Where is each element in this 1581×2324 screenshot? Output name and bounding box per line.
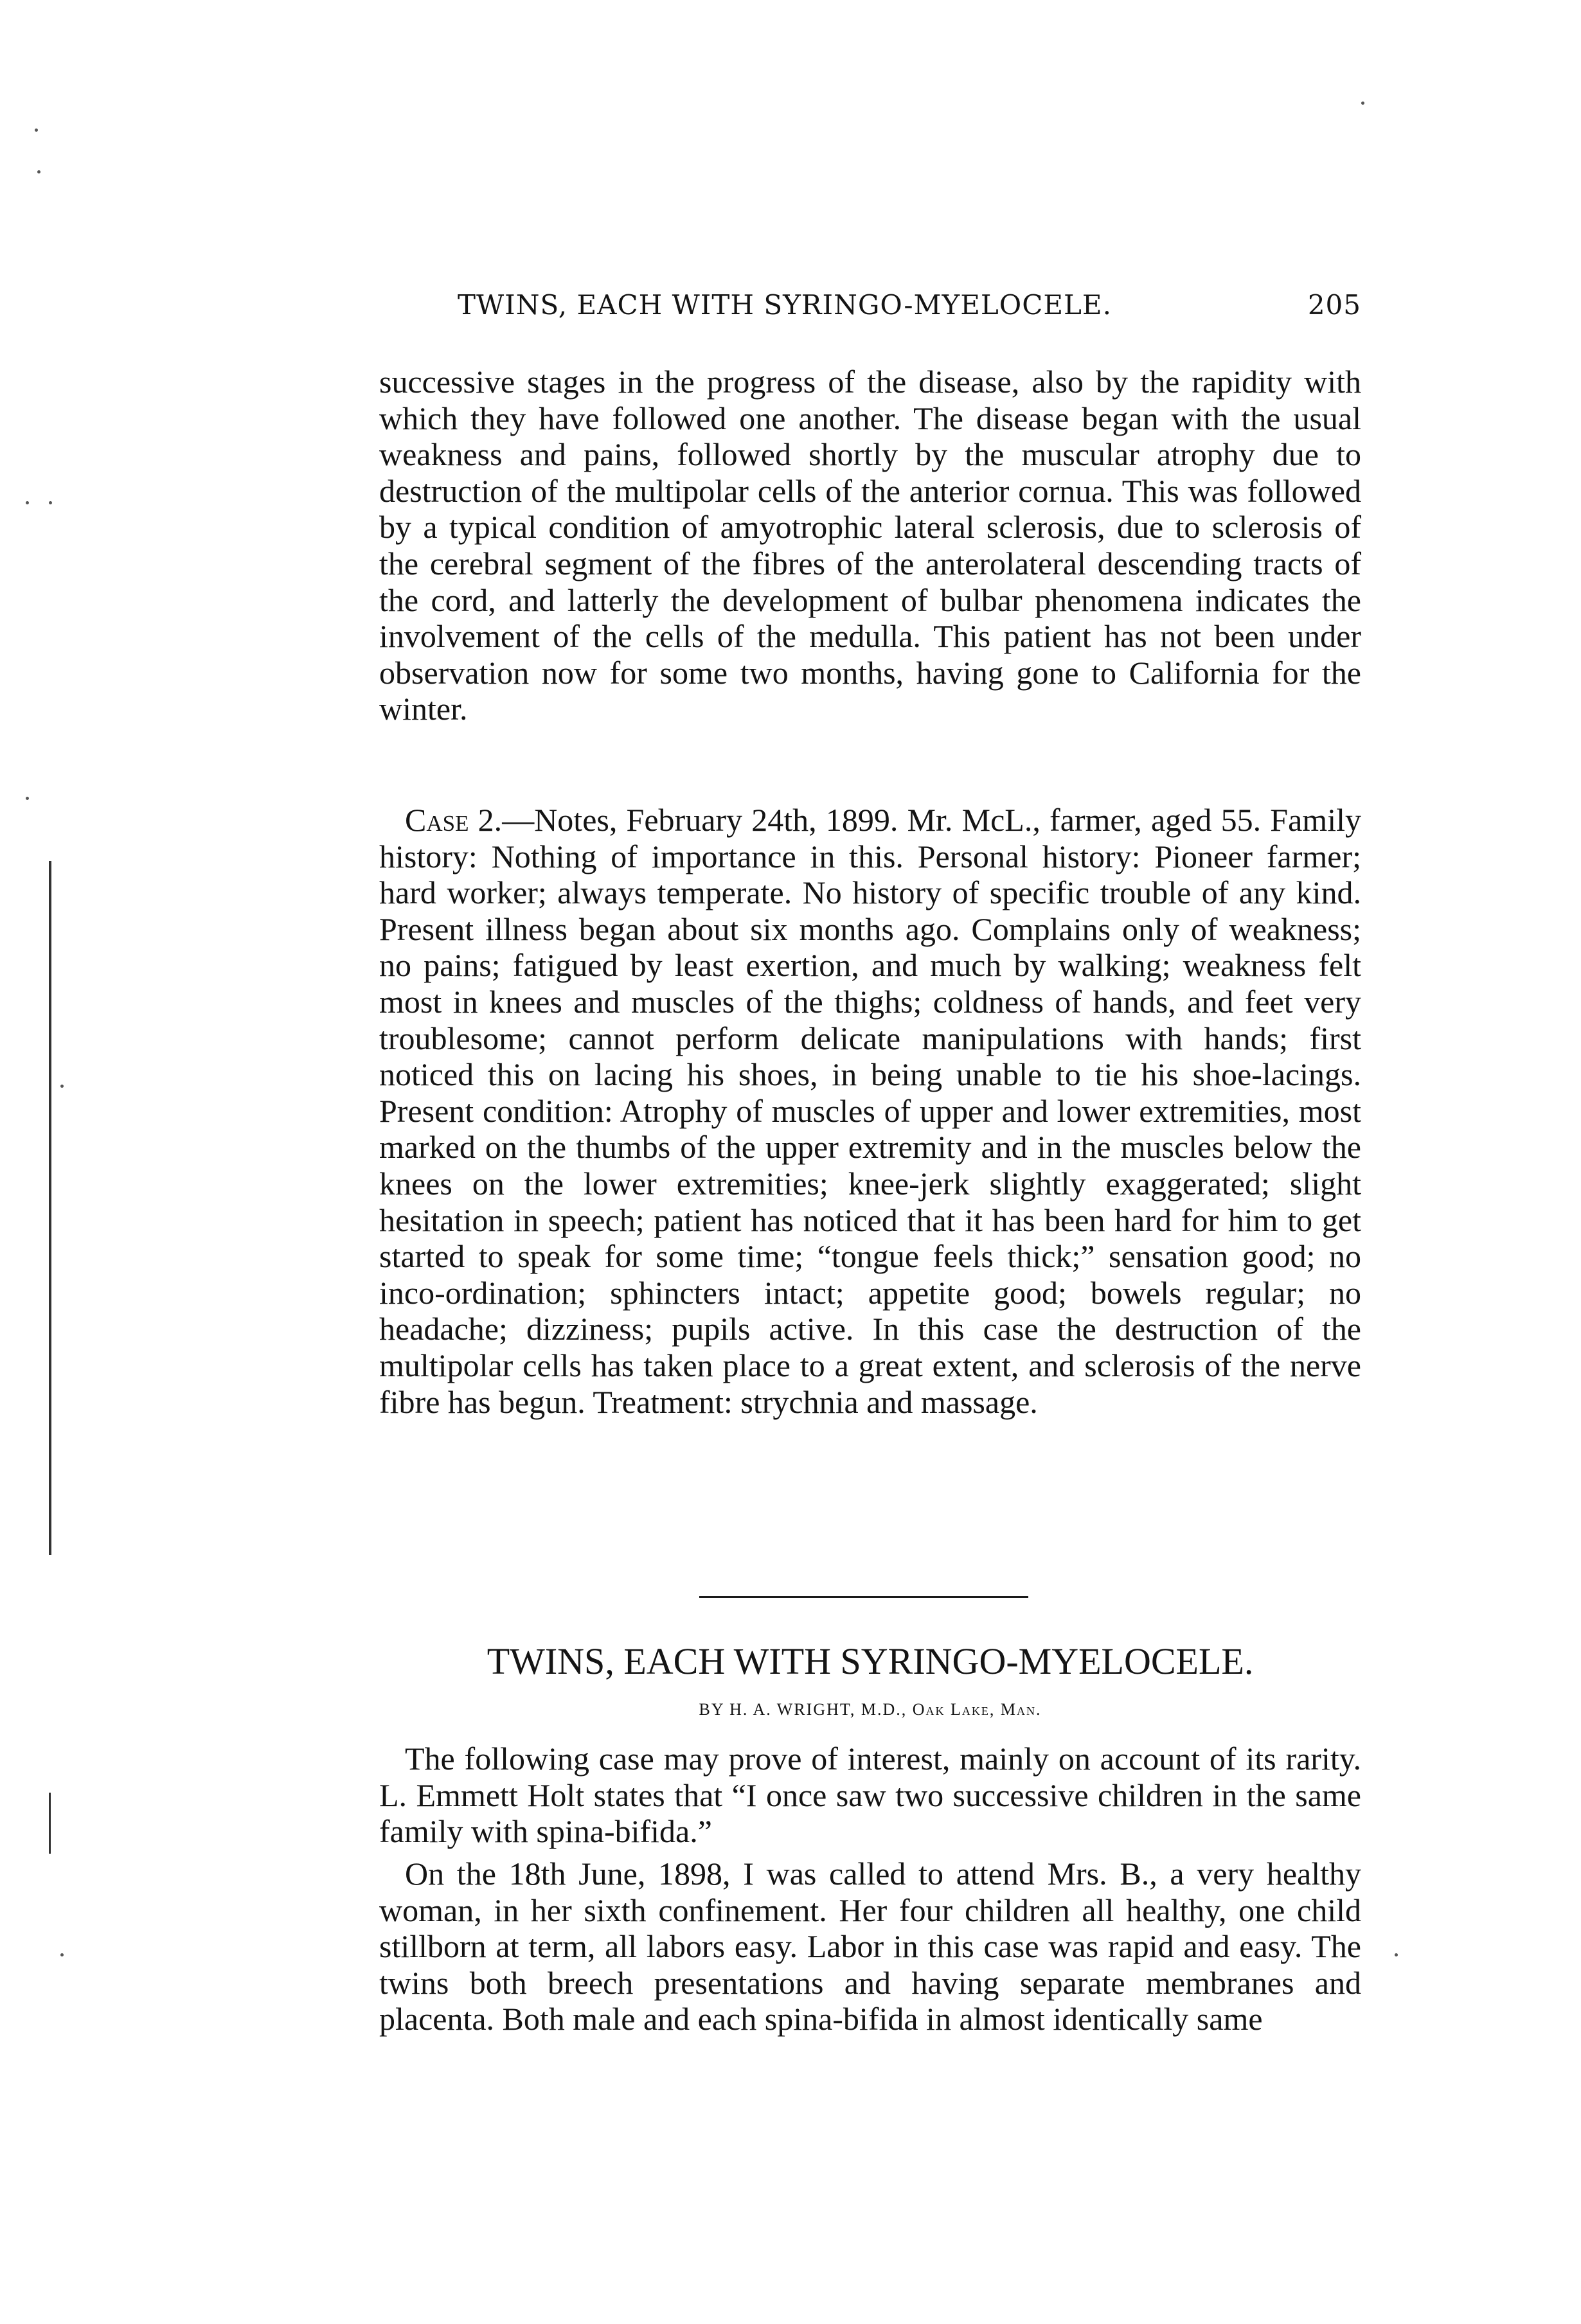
section-divider: [699, 1596, 1028, 1598]
margin-speck: [60, 1953, 64, 1956]
margin-speck: [37, 170, 40, 173]
article-title: TWINS, EACH WITH SYRINGO-MYELOCELE.: [487, 1640, 1254, 1682]
article-paragraph-1: [379, 1741, 1361, 1850]
margin-speck: [60, 1085, 64, 1088]
article-paragraph-2-text: On the 18th June, 1898, I was called to attend Mrs. B., a very healthy woman, in her sixth confinement. Her four children all healthy, one child stillborn at term, all labors easy. Labor in this case was rapid and easy. The twins both breech presentations and having separate membranes and placenta. Both male and each spina-bifida in almost identically same: [379, 1856, 1361, 2037]
continuation-text: successive stages in the progress of the disease, also by the rapidity with which they have followed one another. The disease began with the usual weakness and pains, followed shortly by the muscular atrophy due to destruction of the multipolar cells of the anterior cornua. This was followed by a typical condition of amyotrophic lateral sclerosis, due to sclerosis of the cerebral segment of the fibres of the anterolateral descending tracts of the cord, and latterly the development of bulbar phenomena indicates the involvement of the cells of the medulla. This patient has not been under observation now for some two months, having gone to California for the winter.: [379, 364, 1361, 727]
byline: [379, 1700, 1361, 1719]
margin-binding-rule-lower: [49, 1793, 51, 1854]
case-2-text: [379, 802, 1361, 1420]
byline-by: BY: [699, 1700, 724, 1719]
margin-speck: [49, 501, 52, 504]
margin-speck: [1361, 102, 1364, 105]
continuation-paragraph: [379, 364, 1361, 727]
case-2-label: Case 2.: [405, 802, 503, 838]
margin-speck: [35, 129, 38, 132]
margin-speck: [1395, 1953, 1398, 1956]
article-paragraph-2: [379, 1856, 1361, 2037]
margin-speck: [26, 797, 29, 800]
byline-author: H. A. WRIGHT, M.D.,: [729, 1700, 907, 1719]
running-title: TWINS, EACH WITH SYRINGO-MYELOCELE.: [458, 289, 1112, 321]
byline-place: Oak Lake, Man.: [912, 1700, 1042, 1719]
case-2-notes: —Notes, February 24th, 1899. Mr. McL., farmer, aged 55. Family history: Nothing of importance in this. Personal history: Pioneer farmer; hard worker; always temperate. No history of specific trouble of any kind. Present illness began about six months ago. Complains only of weakness; no pains; fatigued by least exertion, and much by walking; weakness felt most in knees and muscles of the thighs; coldness of hands, and feet very troublesome; cannot perform delicate manipulations with hands; first noticed this on lacing his shoes, in being unable to tie his shoe-lacings. Present condition: Atrophy of muscles of upper and lower extremities, most marked on the thumbs of the upper extremity and in the muscles below the knees on the lower extremities; knee-jerk slightly exaggerated; slight hesitation in speech; patient has noticed that it has been hard for him to get started to speak for some time; “tongue feels thick;” sensation good; no inco-ordination; sphincters intact; appetite good; bowels regular; no headache; dizziness; pupils active. In this case the destruction of the multipolar cells has taken place to a great extent, and sclerosis of the nerve fibre has begun. Treatment: strychnia and massage.: [379, 802, 1361, 1420]
case-2-paragraph: [379, 802, 1361, 1420]
running-header: [458, 289, 1361, 321]
margin-speck: [26, 501, 29, 504]
page-number: 205: [1307, 289, 1361, 321]
article-paragraph-1-text: The following case may prove of interest, mainly on account of its rarity. L. Emmett Holt states that “I once saw two successive children in the same family with spina-bifida.”: [379, 1741, 1361, 1850]
margin-binding-rule: [49, 861, 51, 1555]
